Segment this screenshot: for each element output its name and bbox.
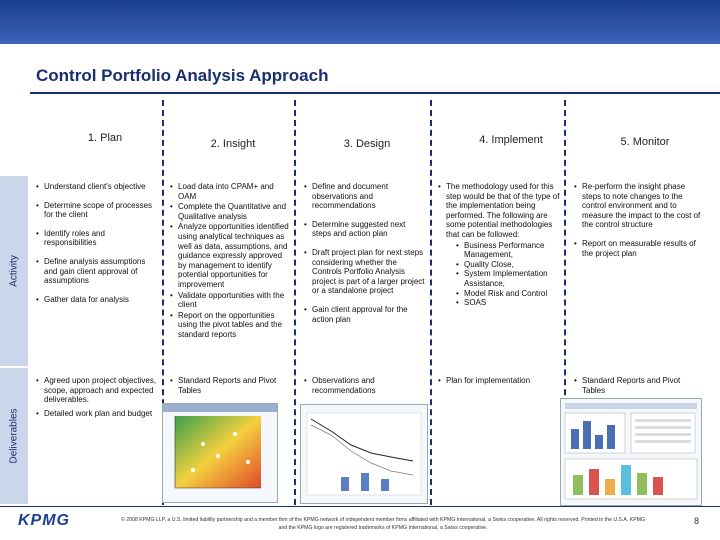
- line-report-thumbnail: [300, 404, 428, 504]
- phase-divider: [430, 100, 432, 505]
- scatter-report-image: [163, 404, 277, 502]
- monitor-activities: [574, 182, 704, 267]
- list-item: • Load data into CPAM+ and OAM: [178, 182, 290, 201]
- design-deliverables: [304, 376, 426, 404]
- list-item: • Standard Reports and Pivot Tables: [178, 376, 290, 395]
- phase-plan: 1. Plan: [87, 132, 123, 144]
- list-item: • Standard Reports and Pivot Tables: [582, 376, 704, 395]
- implement-activities: [438, 182, 560, 308]
- list-item: • Gather data for analysis: [44, 295, 158, 305]
- insight-deliverables: [170, 376, 290, 404]
- phase-design: 3. Design: [343, 138, 391, 150]
- implement-deliverables: [438, 376, 560, 395]
- list-item: • Determine scope of processes for the client: [44, 201, 158, 220]
- list-item: • Observations and recommendations: [312, 376, 426, 395]
- activity-label: Activity: [8, 255, 20, 287]
- design-activities: [304, 182, 426, 333]
- page-title: Control Portfolio Analysis Approach: [36, 66, 329, 85]
- list-item: • Complete the Quantitative and Qualitative analysis: [178, 202, 290, 221]
- copyright-text: © 2008 KPMG LLP, a U.S. limited liability partnership and a member firm of the KPMG network of independent member firms affiliated with KPMG International, a Swiss cooperative. All rights reserved. Printed in the U.S.A. KPMG and the KPMG logo are registered trademarks of KPMG International, a Swiss cooperative.: [120, 517, 646, 531]
- list-item: • Define and document observations and recommendations: [312, 182, 426, 211]
- list-item: • Analyze opportunities identified using analytical techniques as well as data, assumptions, and guidance expressly approved by management to identify potential opportunities for improvement: [178, 222, 290, 289]
- list-item: [446, 182, 560, 308]
- list-item: • System Implementation Assistance,: [464, 269, 560, 288]
- list-item: • Gain client approval for the action plan: [312, 305, 426, 324]
- page-number: 8: [694, 516, 700, 526]
- footer-rule: [0, 506, 720, 507]
- list-item: • Agreed upon project objectives, scope, approach and expected deliverables.: [44, 376, 158, 405]
- phase-divider: [294, 100, 296, 505]
- header-band: [0, 0, 720, 44]
- activity-sidebar: [0, 176, 28, 366]
- phase-insight: 2. Insight: [210, 138, 256, 150]
- list-item: • Plan for implementation: [446, 376, 560, 386]
- phase-monitor: 5. Monitor: [620, 136, 670, 148]
- insight-activities: [170, 182, 290, 341]
- list-item: • Detailed work plan and budget: [44, 409, 158, 419]
- list-item: • Identify roles and responsibilities: [44, 229, 158, 248]
- list-item: • Model Risk and Control: [464, 289, 560, 299]
- kpmg-logo: KPMG: [18, 512, 70, 529]
- list-item: • Report on measurable results of the project plan: [582, 239, 704, 258]
- title-rule: [30, 92, 720, 94]
- list-item: • Understand client's objective: [44, 182, 158, 192]
- line-report-image: [301, 405, 427, 503]
- scatter-report-thumbnail: [162, 403, 278, 503]
- deliverables-label: Deliverables: [8, 408, 20, 464]
- list-item: • Report on the opportunities using the pivot tables and the standard reports: [178, 311, 290, 340]
- deliverables-sidebar: [0, 368, 28, 504]
- list-item: • Quality Close,: [464, 260, 560, 270]
- pivot-report-thumbnail: [560, 398, 702, 506]
- list-item: • Re-perform the insight phase steps to note changes to the control environment and to measure the impact to the cost of the control structure: [582, 182, 704, 230]
- list-item: • Define analysis assumptions and gain client approval of assumptions: [44, 257, 158, 286]
- plan-deliverables: [36, 376, 158, 427]
- list-item: • Draft project plan for next steps considering whether the Controls Portfolio Analysis project is part of a larger project or a standalone project: [312, 248, 426, 296]
- list-item: • Business Performance Management,: [464, 241, 560, 260]
- list-item: • Validate opportunities with the client: [178, 291, 290, 310]
- phase-implement: 4. Implement: [479, 134, 543, 146]
- implement-intro: The methodology used for this step would be that of the type of the implementation being performed. The following are some potential methodologies that can be followed:: [446, 182, 560, 239]
- list-item: • SOAS: [464, 298, 560, 308]
- pivot-report-image: [561, 399, 701, 505]
- plan-activities: [36, 182, 158, 313]
- list-item: • Determine suggested next steps and action plan: [312, 220, 426, 239]
